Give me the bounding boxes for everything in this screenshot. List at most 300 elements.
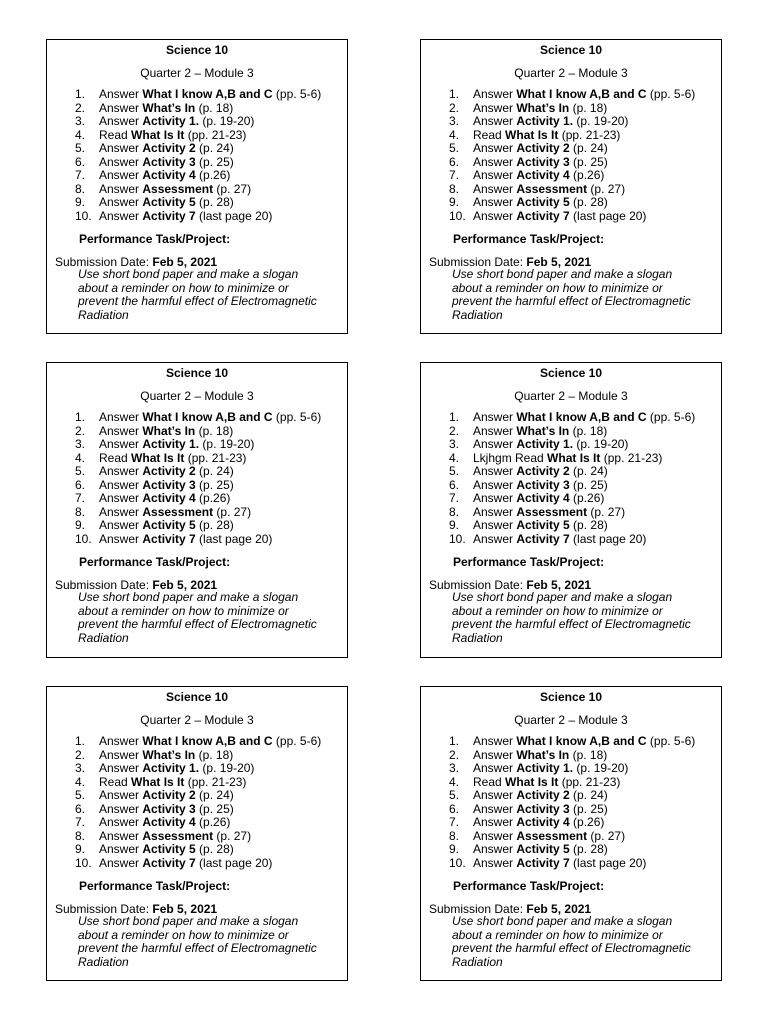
task-item xyxy=(75,857,321,871)
task-item-bold: Assessment xyxy=(142,828,214,843)
submission-label: Submission Date: xyxy=(55,255,153,269)
card-title: Science 10 xyxy=(539,690,603,704)
task-item-num: 6. xyxy=(449,477,460,492)
task-item-post: (p. 18) xyxy=(195,747,234,762)
task-item-num: 9. xyxy=(75,842,86,856)
description-line: about a reminder on how to minimize or xyxy=(78,280,289,295)
task-item-num: 10. xyxy=(75,855,92,870)
task-item-bold: Activity 2 xyxy=(142,141,196,155)
description-line: Use short bond paper and make a slogan xyxy=(452,267,673,281)
description-line: Radiation xyxy=(78,630,129,645)
task-item-num: 7. xyxy=(75,491,86,505)
task-item xyxy=(449,465,695,479)
performance-task-label: Performance Task/Project: xyxy=(79,555,231,569)
task-item xyxy=(449,492,695,506)
task-item-pre: Read xyxy=(99,127,132,142)
task-item-num: 6. xyxy=(449,801,460,816)
task-item-bold: Assessment xyxy=(516,181,588,196)
task-item xyxy=(75,115,321,129)
task-item-bold: Activity 3 xyxy=(516,477,570,492)
task-description xyxy=(78,591,340,645)
task-item xyxy=(75,169,321,183)
task-item xyxy=(449,156,695,170)
submission-label: Submission Date: xyxy=(429,578,527,592)
task-item xyxy=(75,102,321,116)
task-item-pre: Answer xyxy=(473,437,517,451)
task-item-num: 6. xyxy=(75,154,86,169)
task-item-post: (p. 27) xyxy=(587,504,626,519)
task-item-post: (p. 25) xyxy=(195,477,234,492)
task-item xyxy=(75,506,321,520)
task-item-bold: What I know A,B and C xyxy=(142,734,273,748)
task-item-pre: Answer xyxy=(473,168,517,182)
task-item-pre: Answer xyxy=(473,518,517,532)
task-item-num: 1. xyxy=(449,87,460,101)
task-item-bold: Activity 3 xyxy=(142,154,196,169)
task-item xyxy=(75,183,321,197)
task-item-num: 4. xyxy=(75,127,86,142)
task-item-num: 10. xyxy=(449,531,466,546)
task-item-pre: Answer xyxy=(473,815,517,829)
submission-date: Feb 5, 2021 xyxy=(526,255,592,269)
task-item-num: 7. xyxy=(449,491,460,505)
task-item-post: (p. 27) xyxy=(213,181,252,196)
task-item-pre: Answer xyxy=(99,87,143,101)
card-subtitle: Quarter 2 – Module 3 xyxy=(140,66,254,80)
task-item xyxy=(75,142,321,156)
task-item-num: 10. xyxy=(75,531,92,546)
task-item-post: (p. 25) xyxy=(569,477,608,492)
task-item-post: (p. 19-20) xyxy=(199,437,255,451)
task-item-post: (pp. 5-6) xyxy=(272,410,322,424)
submission-label: Submission Date: xyxy=(55,902,153,916)
task-item-post: (last page 20) xyxy=(569,531,647,546)
task-item xyxy=(449,129,695,143)
task-item xyxy=(75,803,321,817)
card-subtitle: Quarter 2 – Module 3 xyxy=(140,713,254,727)
task-item-bold: What Is It xyxy=(505,127,559,142)
task-item-bold: Activity 2 xyxy=(516,464,570,478)
task-item-num: 6. xyxy=(75,477,86,492)
task-item-post: (p. 28) xyxy=(195,842,234,856)
task-item-num: 9. xyxy=(449,842,460,856)
task-item-num: 8. xyxy=(75,504,86,519)
task-item-bold: Assessment xyxy=(516,828,588,843)
submission-date: Feb 5, 2021 xyxy=(526,578,592,592)
task-item-post: (last page 20) xyxy=(569,208,647,223)
task-item-num: 6. xyxy=(75,801,86,816)
card-subtitle: Quarter 2 – Module 3 xyxy=(140,389,254,403)
card-subtitle: Quarter 2 – Module 3 xyxy=(514,66,628,80)
assignment-card xyxy=(420,362,722,658)
task-item-num: 4. xyxy=(75,450,86,465)
task-item-bold: Activity 1. xyxy=(142,437,200,451)
task-item-pre: Answer xyxy=(99,504,143,519)
card-title: Science 10 xyxy=(539,366,603,380)
task-item xyxy=(449,438,695,452)
task-item-num: 9. xyxy=(75,195,86,209)
task-description xyxy=(78,268,340,322)
task-item-post: (last page 20) xyxy=(195,531,273,546)
task-item-bold: Activity 2 xyxy=(142,464,196,478)
task-item-post: (p.26) xyxy=(195,491,231,505)
task-item-pre: Answer xyxy=(473,477,517,492)
task-item-post: (p. 19-20) xyxy=(573,114,629,128)
task-item-pre: Answer xyxy=(473,788,517,802)
task-item-post: (p. 25) xyxy=(569,801,608,816)
task-item-pre: Answer xyxy=(99,801,143,816)
task-item-post: (p. 24) xyxy=(195,464,234,478)
task-item-post: (p. 19-20) xyxy=(199,761,255,775)
task-item-bold: What’s In xyxy=(516,747,570,762)
task-item xyxy=(75,425,321,439)
task-item xyxy=(449,169,695,183)
task-item xyxy=(449,789,695,803)
task-description xyxy=(452,268,714,322)
task-item-num: 8. xyxy=(75,181,86,196)
description-line: prevent the harmful effect of Electromagnetic xyxy=(452,941,691,955)
task-item-bold: What I know A,B and C xyxy=(516,87,647,101)
task-item-num: 2. xyxy=(449,747,460,762)
task-item xyxy=(449,88,695,102)
task-item-num: 3. xyxy=(75,761,86,775)
task-item-num: 10. xyxy=(449,208,466,223)
task-item xyxy=(75,830,321,844)
task-item-num: 5. xyxy=(75,141,86,155)
description-line: prevent the harmful effect of Electromagnetic xyxy=(452,294,691,308)
description-line: about a reminder on how to minimize or xyxy=(452,927,663,942)
task-item xyxy=(75,762,321,776)
task-item-post: (p. 24) xyxy=(195,141,234,155)
task-item-pre: Answer xyxy=(99,761,143,775)
task-item-bold: Activity 5 xyxy=(142,842,196,856)
task-item-pre: Answer xyxy=(473,114,517,128)
task-item-pre: Answer xyxy=(473,828,517,843)
task-item-num: 9. xyxy=(449,518,460,532)
task-item xyxy=(75,210,321,224)
task-item-pre: Answer xyxy=(99,100,143,115)
task-list xyxy=(75,88,321,223)
task-item-num: 3. xyxy=(75,437,86,451)
task-item-num: 1. xyxy=(449,734,460,748)
description-line: Radiation xyxy=(78,954,129,969)
task-item-post: (p.26) xyxy=(569,168,605,182)
task-item-pre: Answer xyxy=(473,141,517,155)
task-item-bold: What I know A,B and C xyxy=(516,410,647,424)
task-item-post: (p.26) xyxy=(569,491,605,505)
task-item-pre: Answer xyxy=(99,518,143,532)
description-line: Radiation xyxy=(452,630,503,645)
task-item-post: (pp. 5-6) xyxy=(272,734,322,748)
submission-label: Submission Date: xyxy=(55,578,153,592)
task-item-post: (p. 19-20) xyxy=(573,437,629,451)
task-item xyxy=(449,519,695,533)
task-item-num: 8. xyxy=(449,504,460,519)
task-item xyxy=(449,533,695,547)
task-item-post: (p. 28) xyxy=(569,842,608,856)
task-description xyxy=(78,915,340,969)
task-item-pre: Answer xyxy=(99,531,143,546)
task-item-pre: Answer xyxy=(99,734,143,748)
task-item-num: 7. xyxy=(449,168,460,182)
card-title: Science 10 xyxy=(165,43,229,57)
task-item-bold: Activity 7 xyxy=(516,855,570,870)
task-item-num: 2. xyxy=(449,100,460,115)
assignment-card xyxy=(46,39,348,334)
task-item-pre: Answer xyxy=(473,208,517,223)
task-item-pre: Answer xyxy=(99,477,143,492)
task-item-post: (p. 25) xyxy=(195,154,234,169)
task-item-pre: Read xyxy=(99,450,132,465)
task-item xyxy=(449,749,695,763)
description-line: prevent the harmful effect of Electromagnetic xyxy=(78,617,317,631)
task-item-post: (p. 27) xyxy=(587,181,626,196)
task-item-pre: Answer xyxy=(473,154,517,169)
task-item-bold: Activity 3 xyxy=(142,801,196,816)
task-description xyxy=(452,915,714,969)
task-item xyxy=(449,452,695,466)
description-line: Use short bond paper and make a slogan xyxy=(78,590,299,604)
task-item-bold: Activity 1. xyxy=(516,437,574,451)
task-item xyxy=(449,776,695,790)
task-item-pre: Answer xyxy=(99,168,143,182)
task-item xyxy=(449,425,695,439)
task-item-bold: What Is It xyxy=(131,127,185,142)
task-item xyxy=(75,465,321,479)
submission-date: Feb 5, 2021 xyxy=(152,902,218,916)
task-item-pre: Answer xyxy=(473,100,517,115)
task-item-bold: Activity 2 xyxy=(142,788,196,802)
task-item xyxy=(449,115,695,129)
performance-task-label: Performance Task/Project: xyxy=(79,232,231,246)
task-item-pre: Answer xyxy=(99,815,143,829)
task-item-num: 8. xyxy=(449,181,460,196)
task-item-bold: Activity 3 xyxy=(142,477,196,492)
task-item-bold: Activity 4 xyxy=(142,491,196,505)
task-item-bold: Activity 7 xyxy=(142,855,196,870)
task-item-bold: What’s In xyxy=(142,423,196,438)
task-item-bold: Activity 3 xyxy=(516,801,570,816)
task-item-bold: Activity 7 xyxy=(516,531,570,546)
task-item xyxy=(75,196,321,210)
task-item-num: 8. xyxy=(449,828,460,843)
task-item-pre: Answer xyxy=(473,491,517,505)
task-item-num: 4. xyxy=(449,450,460,465)
task-item-bold: What Is It xyxy=(505,774,559,789)
task-item-num: 1. xyxy=(75,410,86,424)
task-item-bold: What’s In xyxy=(516,423,570,438)
task-item-pre: Answer xyxy=(473,747,517,762)
card-title: Science 10 xyxy=(539,43,603,57)
task-item-num: 5. xyxy=(449,464,460,478)
task-item-num: 4. xyxy=(449,127,460,142)
task-item-bold: Activity 5 xyxy=(516,195,570,209)
card-title: Science 10 xyxy=(165,366,229,380)
description-line: prevent the harmful effect of Electromagnetic xyxy=(452,617,691,631)
task-item-pre: Read xyxy=(473,774,506,789)
description-line: Use short bond paper and make a slogan xyxy=(452,590,673,604)
task-item-bold: Activity 4 xyxy=(516,168,570,182)
task-item-pre: Answer xyxy=(473,842,517,856)
task-item-bold: What Is It xyxy=(547,450,601,465)
task-item-pre: Answer xyxy=(473,464,517,478)
description-line: Radiation xyxy=(452,307,503,322)
task-item-bold: Activity 7 xyxy=(142,531,196,546)
task-item-num: 5. xyxy=(75,464,86,478)
description-line: Radiation xyxy=(452,954,503,969)
task-item-post: (p. 24) xyxy=(195,788,234,802)
task-list xyxy=(75,411,321,546)
task-item-post: (pp. 21-23) xyxy=(184,774,247,789)
task-item-pre: Answer xyxy=(99,208,143,223)
task-item-pre: Answer xyxy=(99,181,143,196)
task-item-num: 4. xyxy=(75,774,86,789)
task-item xyxy=(449,803,695,817)
task-item-bold: Activity 5 xyxy=(142,518,196,532)
task-item-post: (pp. 21-23) xyxy=(558,774,621,789)
task-item-bold: Assessment xyxy=(516,504,588,519)
task-item-pre: Answer xyxy=(99,154,143,169)
task-item-post: (p. 24) xyxy=(569,141,608,155)
performance-task-label: Performance Task/Project: xyxy=(79,879,231,893)
task-item-num: 5. xyxy=(449,141,460,155)
performance-task-label: Performance Task/Project: xyxy=(453,232,605,246)
task-item-pre: Read xyxy=(473,127,506,142)
task-item-num: 9. xyxy=(449,195,460,209)
task-item xyxy=(449,479,695,493)
task-item xyxy=(75,411,321,425)
performance-task-label: Performance Task/Project: xyxy=(453,555,605,569)
task-item xyxy=(75,789,321,803)
submission-label: Submission Date: xyxy=(429,255,527,269)
task-item-post: (p. 28) xyxy=(569,518,608,532)
task-item-post: (p. 24) xyxy=(569,788,608,802)
task-item-post: (p. 24) xyxy=(569,464,608,478)
card-subtitle: Quarter 2 – Module 3 xyxy=(514,389,628,403)
task-item-num: 7. xyxy=(75,168,86,182)
task-item-pre: Answer xyxy=(99,855,143,870)
task-item-bold: Activity 5 xyxy=(142,195,196,209)
task-item xyxy=(449,411,695,425)
task-item-bold: What I know A,B and C xyxy=(142,410,273,424)
description-line: Radiation xyxy=(78,307,129,322)
task-item-pre: Answer xyxy=(99,842,143,856)
card-subtitle: Quarter 2 – Module 3 xyxy=(514,713,628,727)
task-item-pre: Answer xyxy=(473,410,517,424)
description-line: about a reminder on how to minimize or xyxy=(78,927,289,942)
task-item-bold: Activity 7 xyxy=(516,208,570,223)
task-item-bold: What Is It xyxy=(131,774,185,789)
task-item-post: (p. 18) xyxy=(195,423,234,438)
task-item-post: (p.26) xyxy=(195,168,231,182)
task-item-post: (p. 28) xyxy=(195,195,234,209)
task-item xyxy=(449,830,695,844)
task-item-post: (p. 27) xyxy=(213,828,252,843)
task-item-post: (p.26) xyxy=(195,815,231,829)
task-item xyxy=(449,506,695,520)
task-item-post: (p. 28) xyxy=(569,195,608,209)
description-line: about a reminder on how to minimize or xyxy=(452,603,663,618)
task-item xyxy=(449,142,695,156)
task-item xyxy=(75,735,321,749)
task-item-pre: Answer xyxy=(99,788,143,802)
task-item-num: 4. xyxy=(449,774,460,789)
task-item-num: 2. xyxy=(449,423,460,438)
task-item-num: 6. xyxy=(449,154,460,169)
task-item-num: 1. xyxy=(449,410,460,424)
task-item-pre: Answer xyxy=(99,747,143,762)
task-item-pre: Answer xyxy=(473,761,517,775)
description-line: about a reminder on how to minimize or xyxy=(452,280,663,295)
description-line: prevent the harmful effect of Electromagnetic xyxy=(78,941,317,955)
task-item xyxy=(449,762,695,776)
task-item-bold: Activity 4 xyxy=(142,815,196,829)
task-item-pre: Answer xyxy=(99,464,143,478)
task-item-num: 8. xyxy=(75,828,86,843)
assignment-card xyxy=(46,362,348,658)
task-item-post: (pp. 21-23) xyxy=(184,450,247,465)
task-item-bold: Activity 3 xyxy=(516,154,570,169)
task-item-num: 5. xyxy=(75,788,86,802)
task-item-num: 3. xyxy=(449,437,460,451)
task-item-pre: Answer xyxy=(473,181,517,196)
task-item-post: (last page 20) xyxy=(195,855,273,870)
task-item-num: 7. xyxy=(75,815,86,829)
task-item-bold: Activity 7 xyxy=(142,208,196,223)
task-item xyxy=(75,816,321,830)
task-item-post: (pp. 21-23) xyxy=(184,127,247,142)
task-item xyxy=(75,452,321,466)
task-item xyxy=(75,479,321,493)
task-item-bold: What’s In xyxy=(142,100,196,115)
task-item-post: (pp. 21-23) xyxy=(558,127,621,142)
task-item xyxy=(75,492,321,506)
task-item-pre: Answer xyxy=(473,504,517,519)
task-item-num: 2. xyxy=(75,423,86,438)
task-item-pre: Answer xyxy=(473,87,517,101)
task-item xyxy=(75,88,321,102)
task-item xyxy=(449,857,695,871)
task-item-bold: Activity 1. xyxy=(142,761,200,775)
task-list xyxy=(449,88,695,223)
task-item-bold: Assessment xyxy=(142,181,214,196)
task-item-num: 10. xyxy=(75,208,92,223)
submission-date: Feb 5, 2021 xyxy=(526,902,592,916)
task-item-bold: Activity 1. xyxy=(516,114,574,128)
task-item-num: 3. xyxy=(449,114,460,128)
assignment-card xyxy=(420,686,722,981)
task-item-post: (p. 27) xyxy=(213,504,252,519)
task-item-pre: Answer xyxy=(473,423,517,438)
task-item xyxy=(449,210,695,224)
task-item-bold: What I know A,B and C xyxy=(142,87,273,101)
task-item-pre: Lkjhgm Read xyxy=(473,450,548,465)
task-item xyxy=(75,749,321,763)
task-item xyxy=(75,129,321,143)
task-item-pre: Answer xyxy=(99,491,143,505)
task-item-pre: Answer xyxy=(99,195,143,209)
task-item-num: 5. xyxy=(449,788,460,802)
task-item-num: 1. xyxy=(75,87,86,101)
task-list xyxy=(449,735,695,870)
task-item-post: (p. 18) xyxy=(195,100,234,115)
task-item-post: (pp. 5-6) xyxy=(646,87,696,101)
task-item-num: 3. xyxy=(75,114,86,128)
task-item xyxy=(75,843,321,857)
task-item-bold: What I know A,B and C xyxy=(516,734,647,748)
task-item-post: (p. 27) xyxy=(587,828,626,843)
submission-date: Feb 5, 2021 xyxy=(152,255,218,269)
